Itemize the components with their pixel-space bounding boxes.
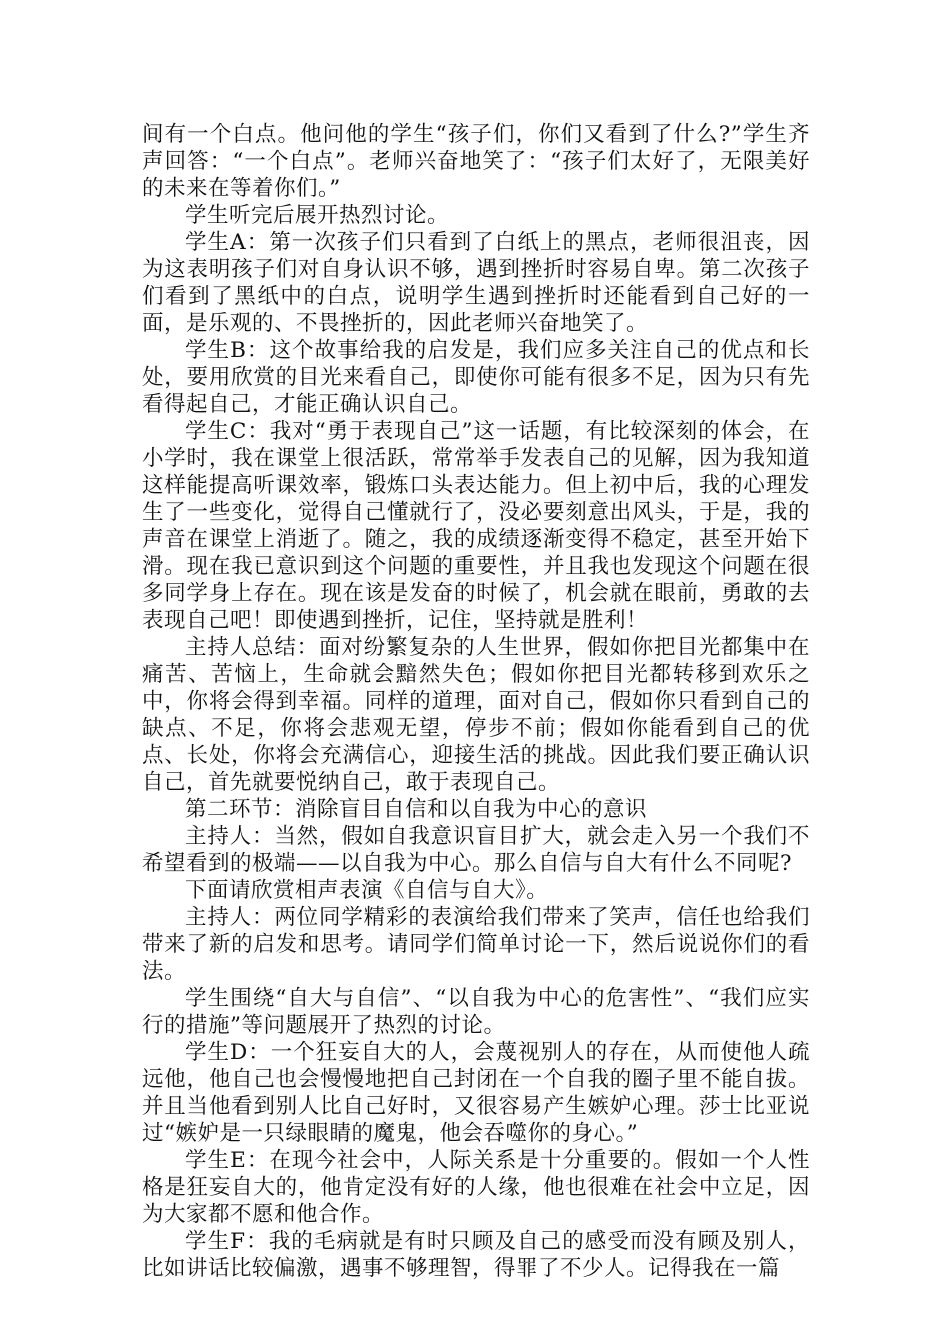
paragraph-student-d: 学生D：一个狂妄自大的人，会蔑视别人的存在，从而使他人疏远他，他自己也会慢慢地把自己封闭在一个自我的圈子里不能自拔。并且当他看到别人比自己好时，又很容易产生嫉妒心理。莎士比亚说过“嫉妒是一只绿眼睛的魔鬼，他会吞噬你的身心。” [142, 1040, 810, 1146]
paragraph-performance: 下面请欣赏相声表演《自信与自大》。 [185, 878, 549, 903]
section-heading-second-part: 第二环节：消除盲目自信和以自我为中心的意识 [185, 797, 648, 822]
paragraph-student-c: 学生C：我对“勇于表现自己”这一话题，有比较深刻的体会，在小学时，我在课堂上很活跃，常常举手发表自己的见解，因为我知道这样能提高听课效率，锻炼口头表达能力。但上初中后，我的心理发生了一些变化，觉得自己懂就行了，没必要刻意出风头，于是，我的声音在课堂上消逝了。随之，我的成绩逐渐变得不稳定，甚至开始下滑。现在我已意识到这个问题的重要性，并且我也发现这个问题在很多同学身上存在。现在该是发奋的时候了，机会就在眼前，勇敢的去表现自己吧！即使遇到挫折，记住，坚持就是胜利！ [142, 419, 810, 633]
document-body [142, 121, 810, 1282]
paragraph-student-f: 学生F：我的毛病就是有时只顾及自己的感受而没有顾及别人，比如讲话比较偏激，遇事不够理智，得罪了不少人。记得我在一篇 [142, 1229, 810, 1281]
paragraph-discussion-topics: 学生围绕“自大与自信”、“以自我为中心的危害性”、“我们应实行的措施”等问题展开了热烈的讨论。 [142, 986, 810, 1038]
paragraph-student-a: 学生A：第一次孩子们只看到了白纸上的黑点，老师很沮丧，因为这表明孩子们对自身认识不够，遇到挫折时容易自卑。第二次孩子们看到了黑纸中的白点，说明学生遇到挫折时还能看到自己好的一面，是乐观的、不畏挫折的，因此老师兴奋地笑了。 [142, 230, 810, 336]
paragraph-student-e: 学生E：在现今社会中，人际关系是十分重要的。假如一个人性格是狂妄自大的，他肯定没有好的人缘，他也很难在社会中立足，因为大家都不愿和他合作。 [142, 1148, 810, 1227]
paragraph-host-summary: 主持人总结：面对纷繁复杂的人生世界，假如你把目光都集中在痛苦、苦恼上，生命就会黯然失色；假如你把目光都转移到欢乐之中，你将会得到幸福。同样的道理，面对自己，假如你只看到自己的缺点、不足，你将会悲观无望，停步不前；假如你能看到自己的优点、长处，你将会充满信心，迎接生活的挑战。因此我们要正确认识自己，首先就要悦纳自己，敢于表现自己。 [142, 635, 810, 795]
paragraph-1: 间有一个白点。他问他的学生“孩子们，你们又看到了什么?”学生齐声回答：“一个白点”。老师兴奋地笑了：“孩子们太好了，无限美好的未来在等着你们。” [142, 122, 810, 201]
paragraph-student-b: 学生B：这个故事给我的启发是，我们应多关注自己的优点和长处，要用欣赏的目光来看自己，即使你可能有很多不足，因为只有先看得起自己，才能正确认识自己。 [142, 338, 810, 417]
paragraph-host-discussion: 主持人：两位同学精彩的表演给我们带来了笑声，信任也给我们带来了新的启发和思考。请同学们简单讨论一下，然后说说你们的看法。 [142, 905, 810, 984]
paragraph-host-question: 主持人：当然，假如自我意识盲目扩大，就会走入另一个我们不希望看到的极端——以自我为中心。那么自信与自大有什么不同呢? [142, 824, 810, 876]
paragraph-2: 学生听完后展开热烈讨论。 [185, 203, 450, 228]
